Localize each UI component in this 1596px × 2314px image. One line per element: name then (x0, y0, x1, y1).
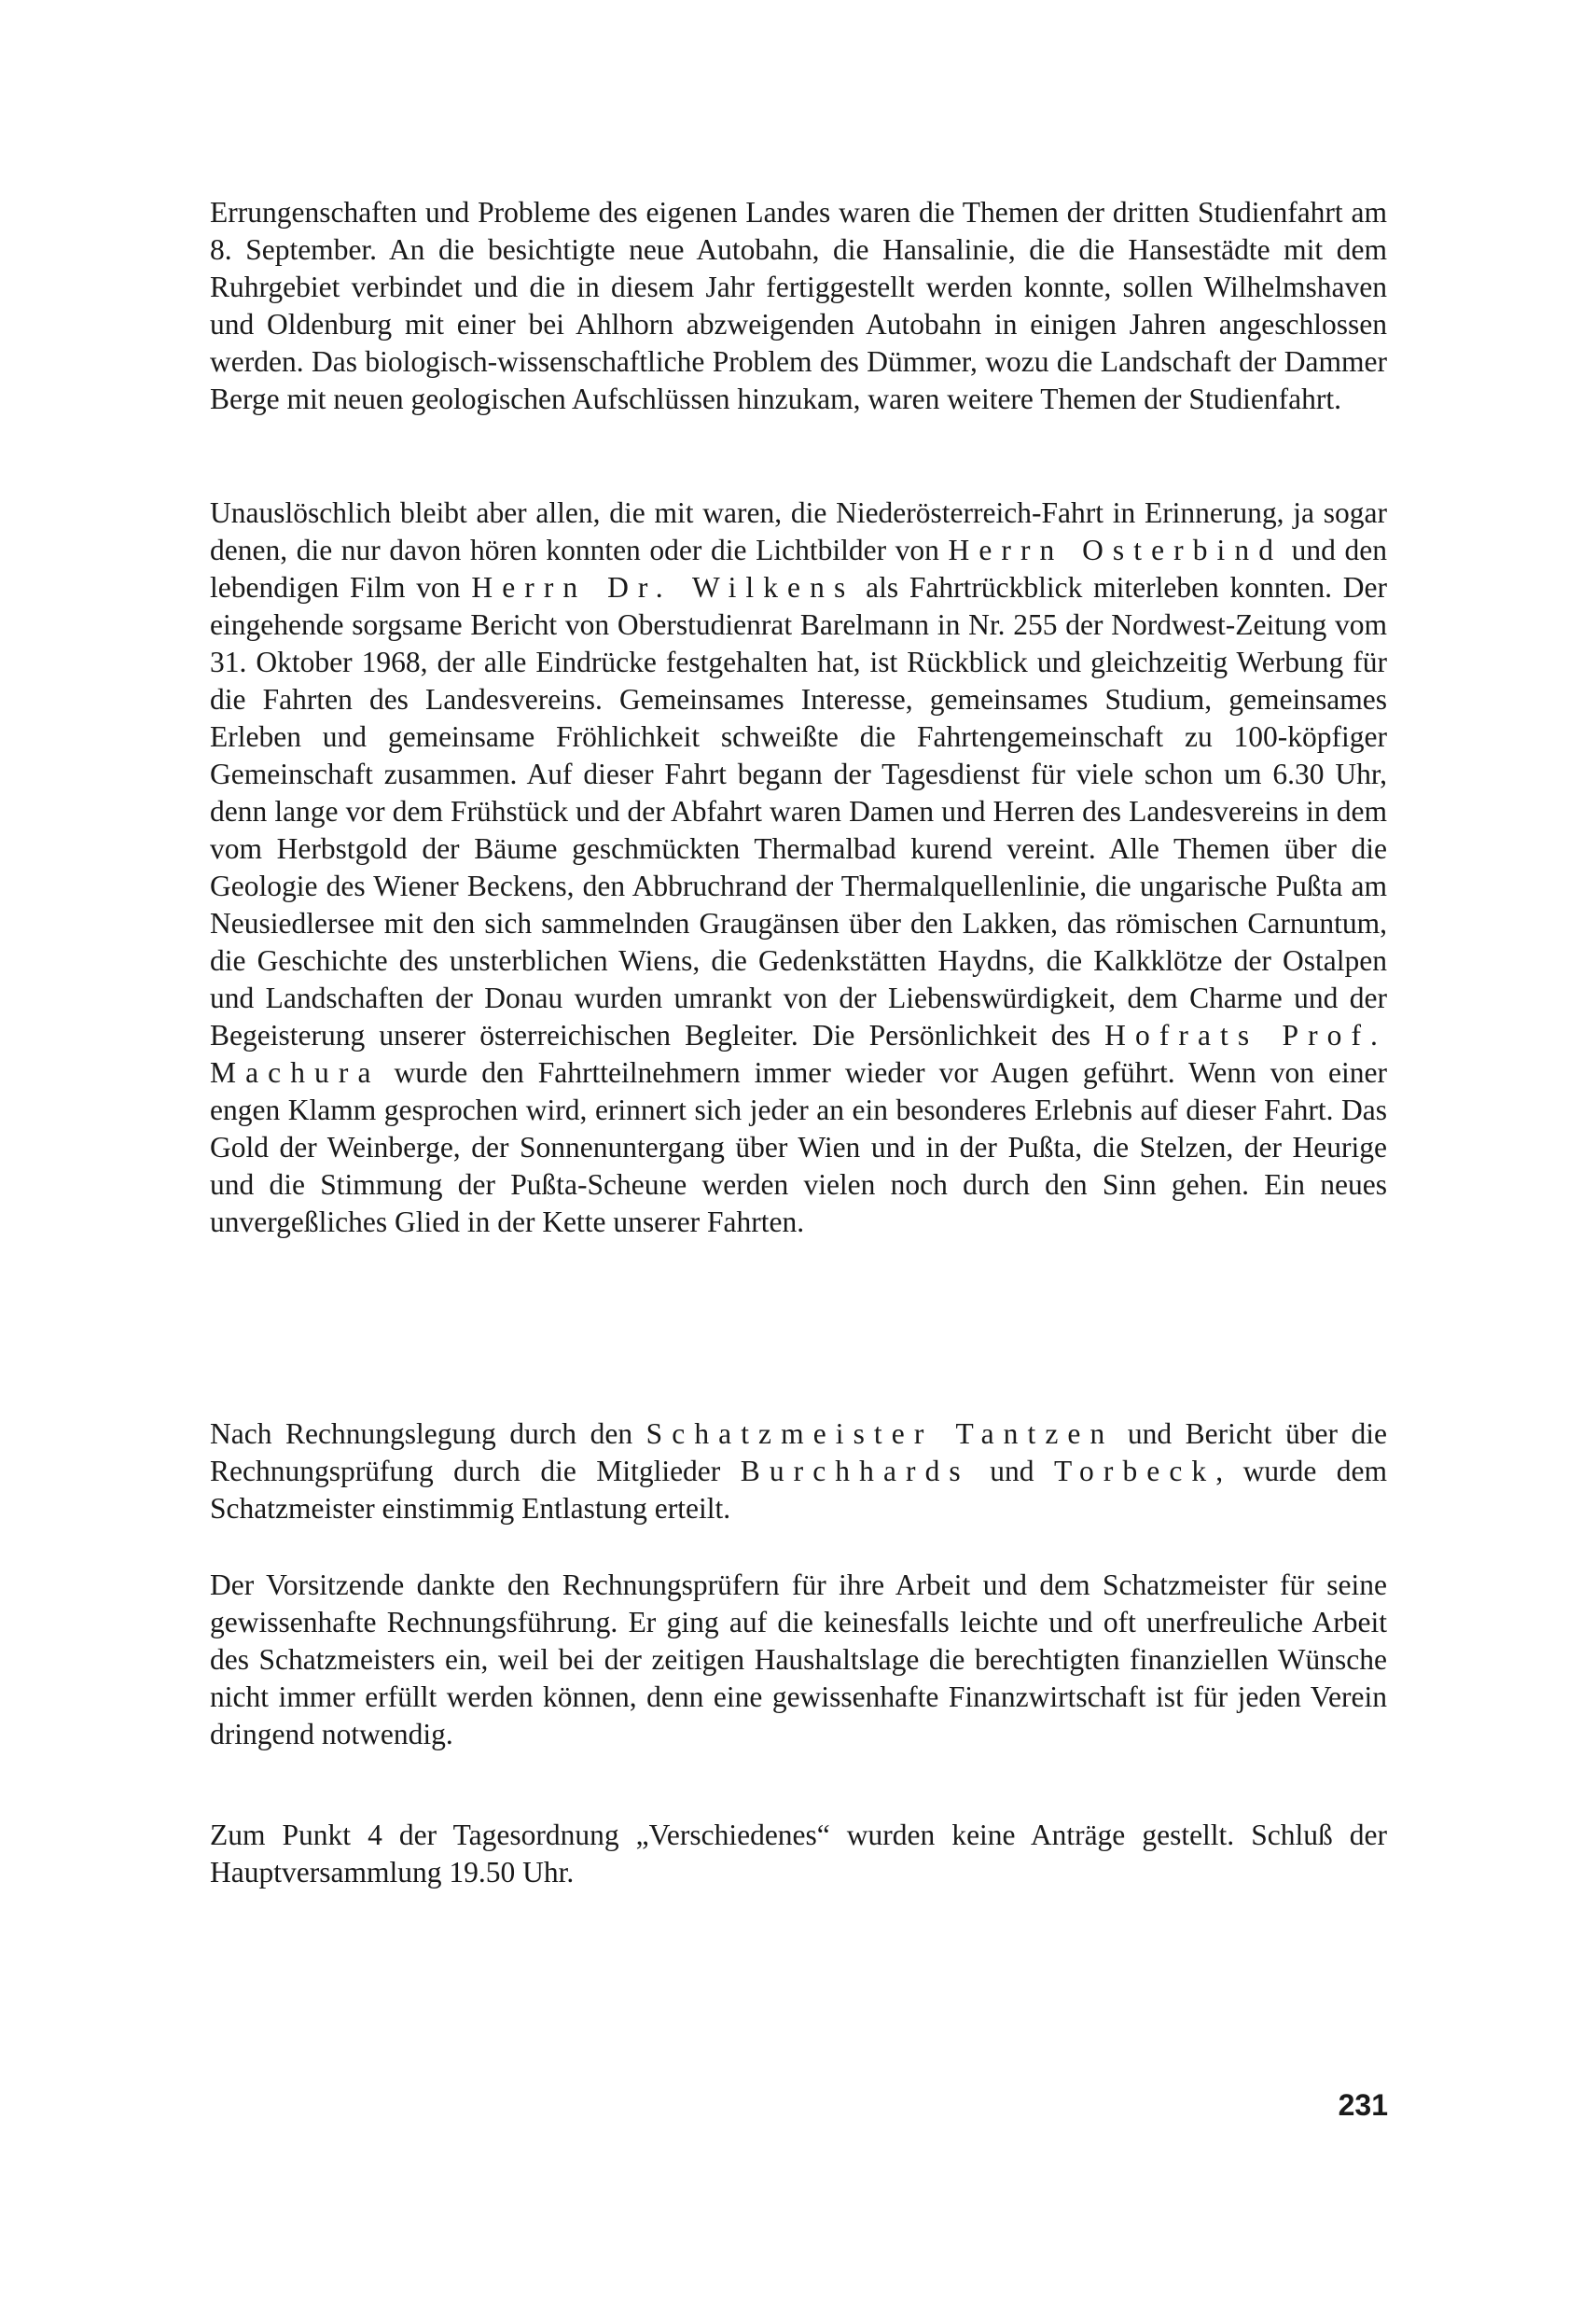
spaced-name: Herrn Osterbind (948, 534, 1284, 566)
text-run: und den lebendigen Film von (210, 534, 1388, 604)
spaced-name: Torbeck (1053, 1455, 1216, 1487)
text-run: als Fahrtrückblick miterleben konnten. Der eingehende sorgsame Bericht von Oberstudienrat Barelmann in Nr. 255 der Nordwest-Zeitung vom 31. Oktober 1968, der alle Eindrücke festgehalten hat, ist Rückblick und gleichzeitig Werbung für die Fahrten des Landesvereins. Gemeinsames Interesse, gemeinsames Studium, gemeinsames Erleben und gemeinsame Fröhlichkeit schweißte die Fahrtengemeinschaft zu 100-köpfiger Gemeinschaft zusammen. Auf dieser Fahrt begann der Tagesdienst für viele schon um 6.30 Uhr, denn lange vor dem Frühstück und der Abfahrt waren Damen und Herren des Landesvereins in dem vom Herbstgold der Bäume geschmückten Thermalbad kurend vereint. Alle Themen über die Geologie des Wiener Beckens, den Abbruchrand der Thermalquellenlinie, die ungarische Pußta am Neusiedlersee mit den sich sammelnden Graugänsen über den Lakken, das römischen Carnuntum, die Geschichte des unsterblichen Wiens, die Gedenkstätten Haydns, die Kalkklötze der Ostalpen und Landschaften der Donau wurden umrankt von der Liebenswürdigkeit, dem Charme und der Begeisterung unserer österreichischen Begleiter. Die Persönlichkeit des (210, 571, 1387, 1052)
paragraph-niederoesterreich-fahrt (210, 495, 1387, 1241)
paragraph-text (210, 1415, 1387, 1527)
text-run: Unauslöschlich bleibt aber allen, die mit waren, die Niederösterreich-Fahrt in Erinnerung, ja sogar denen, die nur davon hören konnten oder die Lichtbilder von (210, 496, 1387, 566)
paragraph-text: Der Vorsitzende dankte den Rechnungsprüfern für ihre Arbeit und dem Schatzmeister für seine gewissenhafte Rechnungsführung. Er ging auf die keinesfalls leichte und oft unerfreuliche Arbeit des Schatzmeisters ein, weil bei der zeitigen Haushaltslage die berechtigten finanziellen Wünsche nicht immer erfüllt werden können, denn eine gewissenhafte Finanzwirtschaft ist für jeden Verein dringend notwendig. (210, 1568, 1387, 1750)
text-run: wurde den Fahrtteilnehmern immer wieder vor Augen geführt. Wenn von einer engen Klamm gesprochen wird, erinnert sich jeder an ein besonderes Erlebnis auf dieser Fahrt. Das Gold der Weinberge, der Sonnenuntergang über Wien und in der Pußta, die Stelzen, der Heurige und die Stimmung der Pußta-Scheune werden vielen noch durch den Sinn gehen. Ein neues unvergeßliches Glied in der Kette unserer Fahrten. (210, 1056, 1387, 1238)
paragraph-rechnungslegung (210, 1415, 1387, 1527)
paragraph-dank-vorsitzender (210, 1567, 1387, 1753)
paragraph-text (210, 495, 1387, 1241)
text-run: und Bericht über die Rechnungsprüfung durch die Mitglieder (210, 1417, 1387, 1487)
text-run: Nach Rechnungslegung durch den (210, 1417, 646, 1450)
paragraph-verschiedenes (210, 1817, 1387, 1891)
spaced-name: Burchhards (740, 1455, 970, 1487)
text-run: und (969, 1455, 1054, 1487)
paragraph-text: Errungenschaften und Probleme des eigenen Landes waren die Themen der dritten Studienfahrt am 8. September. An die besichtigte neue Autobahn, die Hansalinie, die die Hansestädte mit dem Ruhrgebiet verbindet und die in diesem Jahr fertiggestellt werden konnte, sollen Wilhelmshaven und Oldenburg mit einer bei Ahlhorn abzweigenden Autobahn in einigen Jahren angeschlossen werden. Das biologisch-wissenschaftliche Problem des Dümmer, wozu die Landschaft der Dammer Berge mit neuen geologischen Aufschlüssen hinzukam, waren weitere Themen der Studienfahrt. (210, 196, 1387, 415)
text-run: , wurde dem Schatzmeister einstimmig Entlastung erteilt. (210, 1455, 1388, 1525)
paragraph-text: Zum Punkt 4 der Tagesordnung „Verschiedenes“ wurden keine Anträge gestellt. Schluß der Hauptversammlung 19.50 Uhr. (210, 1819, 1387, 1889)
page-number: 231 (1338, 2088, 1388, 2122)
spaced-name: Schatzmeister Tantzen (645, 1417, 1115, 1450)
paragraph-studienfahrt (210, 194, 1387, 418)
spaced-name: Herrn Dr. Wilkens (471, 571, 855, 604)
spaced-name: Hofrats Prof. Machura (210, 1019, 1387, 1089)
